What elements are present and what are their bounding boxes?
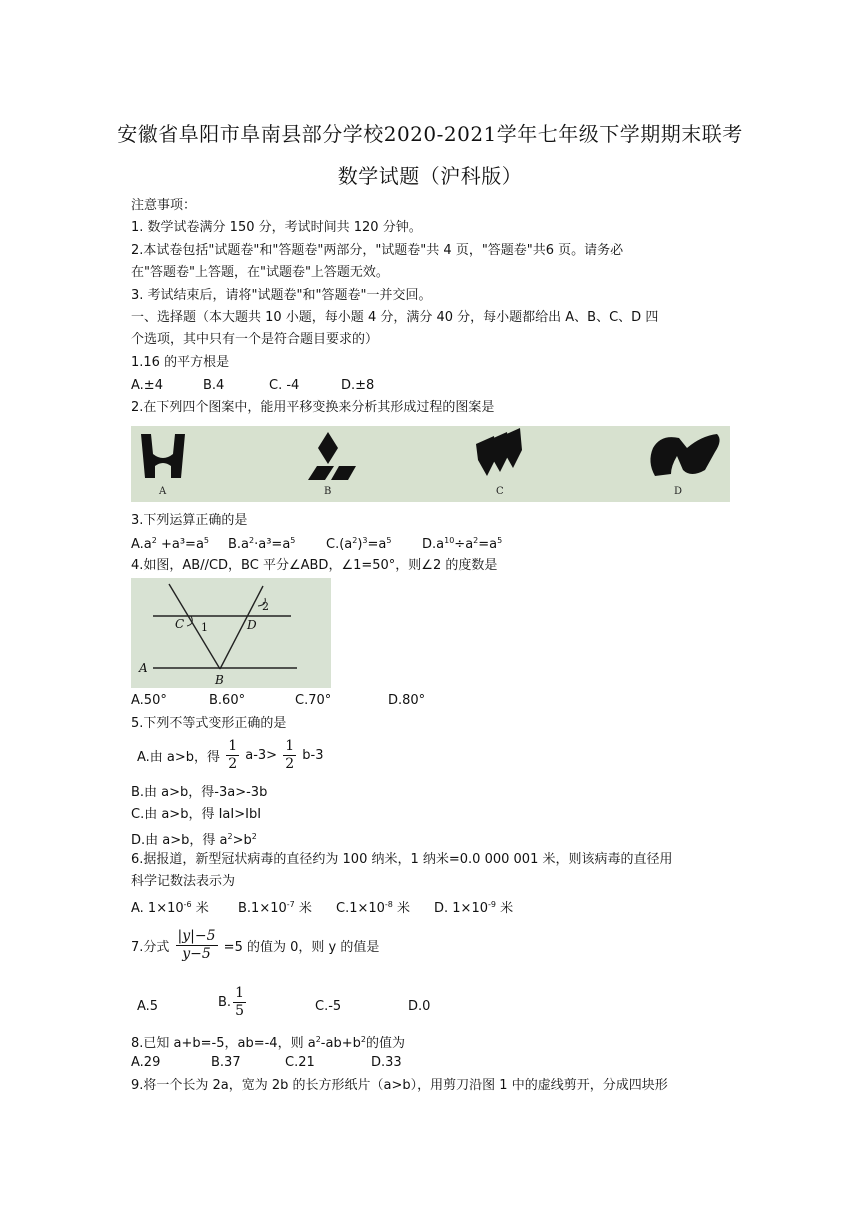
notes-heading: 注意事项： [131,198,197,213]
q8-option-c: C.21 [285,1055,315,1070]
q9-line1: 9.将一个长为 2a，宽为 2b 的长方形纸片（a>b），用剪刀沿图 1 中的虚线剪开，分成四块形 [131,1078,668,1093]
q7-stem: 7.分式 $\frac{|y|-5}{y-5}$ =5 的值为 0，则 y 的值是 [131,928,380,962]
q4-option-c: C.70° [295,693,332,708]
fraction-half-2: $\frac{1}{2}$ [285,738,295,772]
q1-option-b: B.4 [203,378,225,393]
q6-option-a: A. $1\times 10^{-6}$ 米 [131,900,209,916]
q1-option-a: A.±4 [131,378,163,393]
q5-option-d: D.由 a>b，得 $a^2>b^2$ [131,832,257,848]
point-b-label: B [215,673,224,687]
fraction-half: $\frac{1}{2}$ [228,738,238,772]
q1-stem: 1.16 的平方根是 [131,355,230,370]
q6-option-b: $B.1\times 10^{-7}$ 米 [238,900,312,916]
q7-fraction: $\frac{|y|-5}{y-5}$ [177,928,216,962]
q5-option-b: B.由 a>b，得-3a>-3b [131,785,268,800]
section-heading-line2: 个选项，其中只有一个是符合题目要求的） [131,332,379,347]
pattern-b-shape [308,432,356,480]
note-2a: 2.本试卷包括"试题卷"和"答题卷"两部分，"试题卷"共 4 页，"答题卷"共6 页。请务必 [131,243,624,258]
q4-option-d: D.80° [388,693,426,708]
point-c-label: C [175,617,185,631]
q3-option-c: $C.(a^2)^3=a^5$ [326,536,392,552]
q7-option-d: D.0 [408,999,431,1014]
q8-option-a: A.29 [131,1055,161,1070]
q5-option-a: A.由 a>b，得 $\frac{1}{2}$ a-3> $\frac{1}{2}$ b-3 [137,738,324,772]
q5-option-c: C.由 a>b，得 IaI>IbI [131,807,262,822]
note-2b: 在"答题卷"上答题，在"试题卷"上答题无效。 [131,265,389,280]
pattern-label-b: B [324,486,332,497]
point-a-label: A [139,661,148,675]
angle-2-label: 2 [262,600,269,613]
pattern-label-c: C [496,486,504,497]
q4-geometry-figure [131,578,331,688]
section-heading-line1: 一、选择题（本大题共 10 小题，每小题 4 分，满分 40 分，每小题都给出 A、B、C、D 四 [131,310,659,325]
pattern-a-shape [141,434,185,478]
fraction-one-fifth: $\frac{1}{5}$ [235,985,244,1019]
note-1: 1. 数学试卷满分 150 分，考试时间共 120 分钟。 [131,220,422,235]
pattern-d-shape [650,434,719,476]
pattern-c-shape [476,428,522,476]
q8-stem: 8.已知 a+b=-5，ab=-4，则 $a^2-ab+b^2$的值为 [131,1035,405,1051]
q2-pattern-figure [131,426,730,502]
q3-option-a: $A.a^2 +a^3=a^5$ [131,536,210,552]
point-d-label: D [247,618,257,632]
angle-1-label: 1 [201,621,208,634]
note-3: 3. 考试结束后，请将"试题卷"和"答题卷"一并交回。 [131,288,432,303]
q7-option-c: C.-5 [315,999,342,1014]
exam-subtitle: 数学试题（沪科版） [337,164,523,188]
q6-option-c: $C.1\times 10^{-8}$ 米 [336,900,411,916]
q3-option-d: $D.a^{10}\div a^2=a^5$ [422,536,503,552]
pattern-label-d: D [674,486,683,497]
q4-option-a: A.50° [131,693,167,708]
q7-option-b: B. $\frac{1}{5}$ [218,985,244,1019]
q7-option-a: A.5 [137,999,159,1014]
q6-option-d: D. $1\times 10^{-9}$ 米 [434,900,514,916]
q8-option-b: B.37 [211,1055,241,1070]
q4-stem: 4.如图，AB//CD，BC 平分∠ABD，∠1=50°，则∠2 的度数是 [131,558,498,573]
q4-option-b: B.60° [209,693,246,708]
q6-line1: 6.据报道，新型冠状病毒的直径约为 100 纳米，1 纳米=0.0 000 001 米，则该病毒的直径用 [131,852,673,867]
exam-title: 安徽省阜阳市阜南县部分学校2020-2021学年七年级下学期期末联考 [117,122,743,146]
q3-option-b: $B.a^2\cdot a^3=a^5$ [228,536,296,552]
q2-stem: 2.在下列四个图案中，能用平移变换来分析其形成过程的图案是 [131,400,495,415]
q8-option-d: D.33 [371,1055,402,1070]
q5-stem: 5.下列不等式变形正确的是 [131,716,287,731]
q1-option-d: D.±8 [341,378,375,393]
q1-option-c: C. -4 [269,378,300,393]
pattern-label-a: A [159,486,167,497]
q3-stem: 3.下列运算正确的是 [131,513,248,528]
q2-pattern-svg [131,426,730,502]
q4-geometry-svg [131,578,331,688]
q6-line2: 科学记数法表示为 [131,874,236,889]
